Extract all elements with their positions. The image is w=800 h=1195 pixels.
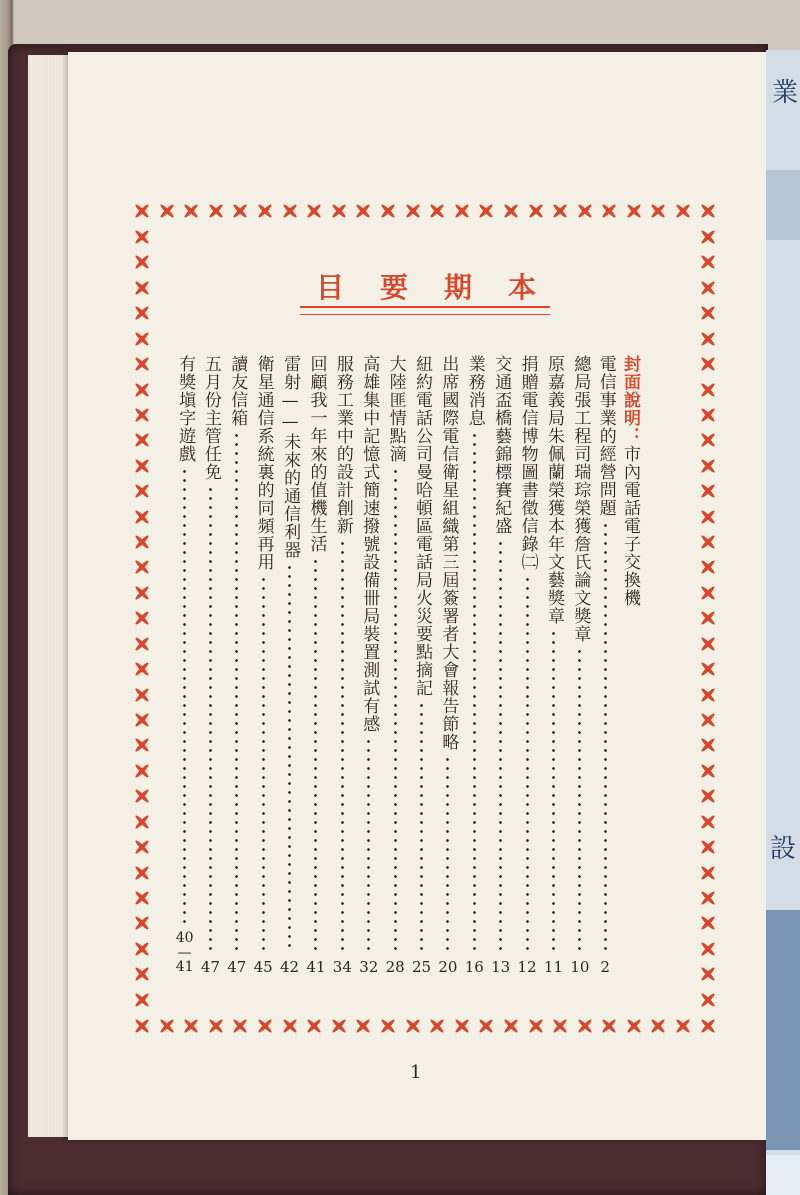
toc-entry[interactable] — [570, 355, 589, 975]
frame-ornament — [697, 862, 719, 884]
frame-ornament — [672, 1015, 694, 1037]
toc-entry-page: 10 — [570, 958, 590, 976]
adjacent-photo-band — [766, 170, 800, 240]
frame-ornament — [697, 455, 719, 477]
dot-leader — [183, 467, 186, 923]
dot-leader — [209, 485, 212, 952]
toc-entry-page: 13 — [491, 958, 511, 976]
frame-ornament — [451, 200, 473, 222]
frame-ornament — [328, 200, 350, 222]
frame-ornament — [402, 1015, 424, 1037]
toc-entry-title: 總局張工程司瑞琮榮獲詹氏論文獎章 — [570, 355, 591, 643]
dot-leader — [314, 557, 317, 952]
toc-entry-title: 大陸匪情點滴 — [385, 355, 406, 463]
frame-ornament — [229, 1015, 251, 1037]
toc-entry[interactable] — [333, 355, 352, 975]
toc-entry-page: 47 — [227, 958, 247, 976]
frame-ornament — [697, 480, 719, 502]
toc-entry-title: 雷射——未來的通信利器 — [280, 355, 301, 559]
frame-ornament — [697, 887, 719, 909]
title-underline — [300, 306, 550, 315]
frame-ornament — [697, 912, 719, 934]
toc-entry-page: 41 — [306, 958, 326, 976]
frame-ornament — [303, 1015, 325, 1037]
frame-ornament — [131, 480, 153, 502]
frame-ornament — [697, 200, 719, 222]
toc-entry-title: 有獎塡字遊戲 — [175, 355, 196, 463]
frame-ornament — [131, 709, 153, 731]
frame-ornament — [697, 709, 719, 731]
frame-ornament — [254, 200, 276, 222]
dot-leader — [604, 521, 607, 952]
frame-ornament — [229, 200, 251, 222]
frame-ornament — [697, 836, 719, 858]
frame-ornament — [697, 226, 719, 248]
page-range-dash: — — [177, 944, 192, 961]
dot-leader — [552, 629, 555, 952]
frame-ornament — [623, 200, 645, 222]
dot-leader — [367, 737, 370, 952]
dot-leader — [341, 539, 344, 952]
frame-ornament — [131, 760, 153, 782]
frame-ornament — [131, 200, 153, 222]
toc-entry-title: 衛星通信系統裏的同頻再用 — [253, 355, 274, 571]
frame-ornament — [131, 836, 153, 858]
toc-entry[interactable] — [227, 355, 246, 975]
toc-entry-title: 服務工業中的設計創新 — [332, 355, 353, 535]
toc-entry[interactable] — [254, 355, 273, 975]
frame-ornament — [180, 200, 202, 222]
toc-entry-title: 交通盃橋藝錦標賽紀盛 — [491, 355, 512, 535]
frame-ornament — [131, 506, 153, 528]
frame-ornament — [131, 353, 153, 375]
cover-text: 市內電話電子交換機 — [620, 445, 640, 607]
dot-leader — [578, 647, 581, 952]
page-range-end: 41 — [175, 959, 194, 976]
frame-ornament — [131, 607, 153, 629]
frame-ornament — [697, 582, 719, 604]
frame-ornament — [131, 684, 153, 706]
frame-ornament — [402, 200, 424, 222]
frame-ornament — [647, 1015, 669, 1037]
frame-ornament — [500, 200, 522, 222]
frame-ornament — [697, 989, 719, 1011]
frame-ornament — [697, 1015, 719, 1037]
dot-leader — [499, 539, 502, 952]
toc-entry[interactable] — [597, 355, 614, 975]
toc-entry[interactable] — [544, 355, 563, 975]
frame-ornament — [352, 200, 374, 222]
frame-ornament — [525, 1015, 547, 1037]
title-char: 期 — [443, 271, 472, 304]
toc-entry[interactable] — [201, 355, 220, 975]
frame-ornament — [697, 658, 719, 680]
cover-label: 封面說明： — [620, 355, 640, 445]
toc-entry-page: 28 — [385, 958, 405, 976]
frame-ornament — [697, 938, 719, 960]
frame-right — [697, 226, 719, 1011]
frame-ornament — [131, 811, 153, 833]
toc-entry-title: 原嘉義局朱佩蘭榮獲本年文藝獎章 — [543, 355, 564, 625]
frame-ornament — [500, 1015, 522, 1037]
frame-left — [131, 226, 153, 1011]
folio-page-number: 1 — [410, 1062, 422, 1083]
toc-entry-title: 讀友信箱 — [227, 355, 248, 427]
adjacent-page-strip — [766, 50, 800, 1195]
frame-ornament — [697, 785, 719, 807]
frame-ornament — [598, 1015, 620, 1037]
table-of-contents — [175, 355, 640, 976]
frame-ornament — [328, 1015, 350, 1037]
frame-ornament — [697, 429, 719, 451]
toc-entry[interactable] — [518, 355, 537, 975]
frame-ornament — [205, 200, 227, 222]
frame-ornament — [697, 328, 719, 350]
adjacent-page-text: 業 — [772, 78, 800, 108]
frame-ornament — [647, 200, 669, 222]
frame-ornament — [352, 1015, 374, 1037]
toc-entry[interactable] — [465, 355, 484, 975]
frame-ornament — [549, 1015, 571, 1037]
frame-top — [131, 200, 719, 222]
frame-ornament — [131, 251, 153, 273]
frame-ornament — [697, 531, 719, 553]
frame-ornament — [525, 200, 547, 222]
frame-ornament — [697, 633, 719, 655]
frame-ornament — [697, 684, 719, 706]
dot-leader — [262, 575, 265, 952]
frame-ornament — [697, 353, 719, 375]
frame-ornament — [426, 1015, 448, 1037]
frame-ornament — [180, 1015, 202, 1037]
frame-ornament — [131, 633, 153, 655]
frame-ornament — [131, 429, 153, 451]
toc-entry-title: 五月份主管任免 — [200, 355, 221, 481]
toc-entry-title: 回顧我一年來的值機生活 — [306, 355, 327, 553]
toc-entry-page: 16 — [464, 958, 484, 976]
toc-entry[interactable] — [491, 355, 510, 975]
toc-entry[interactable] — [359, 355, 378, 975]
toc-entry[interactable] — [412, 355, 431, 975]
frame-ornament — [598, 200, 620, 222]
frame-ornament — [697, 302, 719, 324]
frame-ornament — [697, 556, 719, 578]
toc-entry-page: 32 — [359, 958, 379, 976]
toc-entry-page-range — [176, 931, 194, 975]
toc-entry[interactable] — [176, 355, 194, 975]
frame-ornament — [156, 200, 178, 222]
dot-leader — [288, 563, 291, 952]
toc-entry-title: 高雄集中記憶式簡速撥號設備卌局裝置測試有感 — [359, 355, 380, 733]
toc-entry-title: 出席國際電信衛星組織第三屆簽署者大會報告節略 — [438, 355, 459, 751]
frame-ornament — [279, 1015, 301, 1037]
frame-ornament — [131, 963, 153, 985]
frame-ornament — [131, 531, 153, 553]
dot-leader — [446, 755, 449, 952]
frame-ornament — [131, 277, 153, 299]
frame-ornament — [131, 582, 153, 604]
frame-ornament — [672, 200, 694, 222]
frame-ornament — [279, 200, 301, 222]
frame-ornament — [549, 200, 571, 222]
dot-leader — [526, 575, 529, 952]
frame-ornament — [156, 1015, 178, 1037]
frame-ornament — [426, 200, 448, 222]
toc-entry[interactable] — [386, 355, 405, 975]
frame-ornament — [131, 328, 153, 350]
toc-entry-page: 47 — [200, 958, 220, 976]
frame-bottom — [131, 1015, 719, 1037]
frame-ornament — [131, 785, 153, 807]
frame-ornament — [131, 938, 153, 960]
toc-entry-page: 42 — [280, 958, 300, 976]
toc-entry-title: 電信事業的經營問題 — [595, 355, 616, 517]
frame-ornament — [697, 277, 719, 299]
toc-entry-title: 捐贈電信博物圖書徵信錄㈡ — [517, 355, 538, 571]
frame-ornament — [377, 200, 399, 222]
toc-entry-page: 34 — [332, 958, 352, 976]
dot-leader — [420, 701, 423, 952]
frame-ornament — [697, 607, 719, 629]
cover-description — [621, 355, 638, 975]
frame-ornament — [131, 455, 153, 477]
frame-ornament — [697, 963, 719, 985]
frame-ornament — [475, 1015, 497, 1037]
frame-ornament — [574, 1015, 596, 1037]
frame-ornament — [131, 912, 153, 934]
dot-leader — [235, 431, 238, 952]
frame-ornament — [451, 1015, 473, 1037]
frame-ornament — [254, 1015, 276, 1037]
toc-entry-page: 12 — [517, 958, 537, 976]
frame-ornament — [697, 379, 719, 401]
frame-ornament — [131, 862, 153, 884]
toc-entry-page: 20 — [438, 958, 458, 976]
toc-entry-page: 25 — [411, 958, 432, 976]
toc-entry-title: 紐約電話公司曼哈頓區電話局火災要點摘記 — [412, 355, 433, 697]
frame-ornament — [697, 506, 719, 528]
frame-ornament — [131, 989, 153, 1011]
frame-ornament — [697, 404, 719, 426]
frame-ornament — [131, 658, 153, 680]
frame-ornament — [131, 379, 153, 401]
toc-entry-page: 45 — [253, 958, 273, 976]
frame-ornament — [303, 200, 325, 222]
adjacent-page-text: 設 — [770, 834, 797, 864]
frame-ornament — [131, 556, 153, 578]
page-title — [316, 266, 536, 306]
toc-entry-title: 業務消息 — [464, 355, 485, 427]
frame-ornament — [623, 1015, 645, 1037]
frame-ornament — [697, 760, 719, 782]
frame-ornament — [574, 200, 596, 222]
dot-leader — [394, 467, 397, 952]
frame-ornament — [205, 1015, 227, 1037]
frame-ornament — [697, 811, 719, 833]
toc-entry-page: 2 — [600, 958, 610, 976]
frame-ornament — [697, 251, 719, 273]
title-char: 要 — [379, 271, 408, 304]
frame-ornament — [131, 1015, 153, 1037]
frame-ornament — [377, 1015, 399, 1037]
title-char: 目 — [316, 271, 345, 304]
adjacent-photo-band — [766, 910, 800, 1150]
frame-ornament — [131, 226, 153, 248]
frame-ornament — [475, 200, 497, 222]
frame-ornament — [131, 404, 153, 426]
toc-entry[interactable] — [306, 355, 325, 975]
frame-ornament — [131, 302, 153, 324]
frame-ornament — [697, 734, 719, 756]
frame-ornament — [131, 887, 153, 909]
page-range-start: 40 — [175, 929, 194, 946]
dot-leader — [473, 431, 476, 952]
frame-ornament — [131, 734, 153, 756]
toc-entry[interactable] — [438, 355, 457, 975]
toc-entry-page: 11 — [543, 958, 564, 976]
toc-entry[interactable] — [280, 355, 299, 975]
adjacent-photo-band — [766, 1155, 800, 1195]
title-char: 本 — [507, 271, 536, 304]
